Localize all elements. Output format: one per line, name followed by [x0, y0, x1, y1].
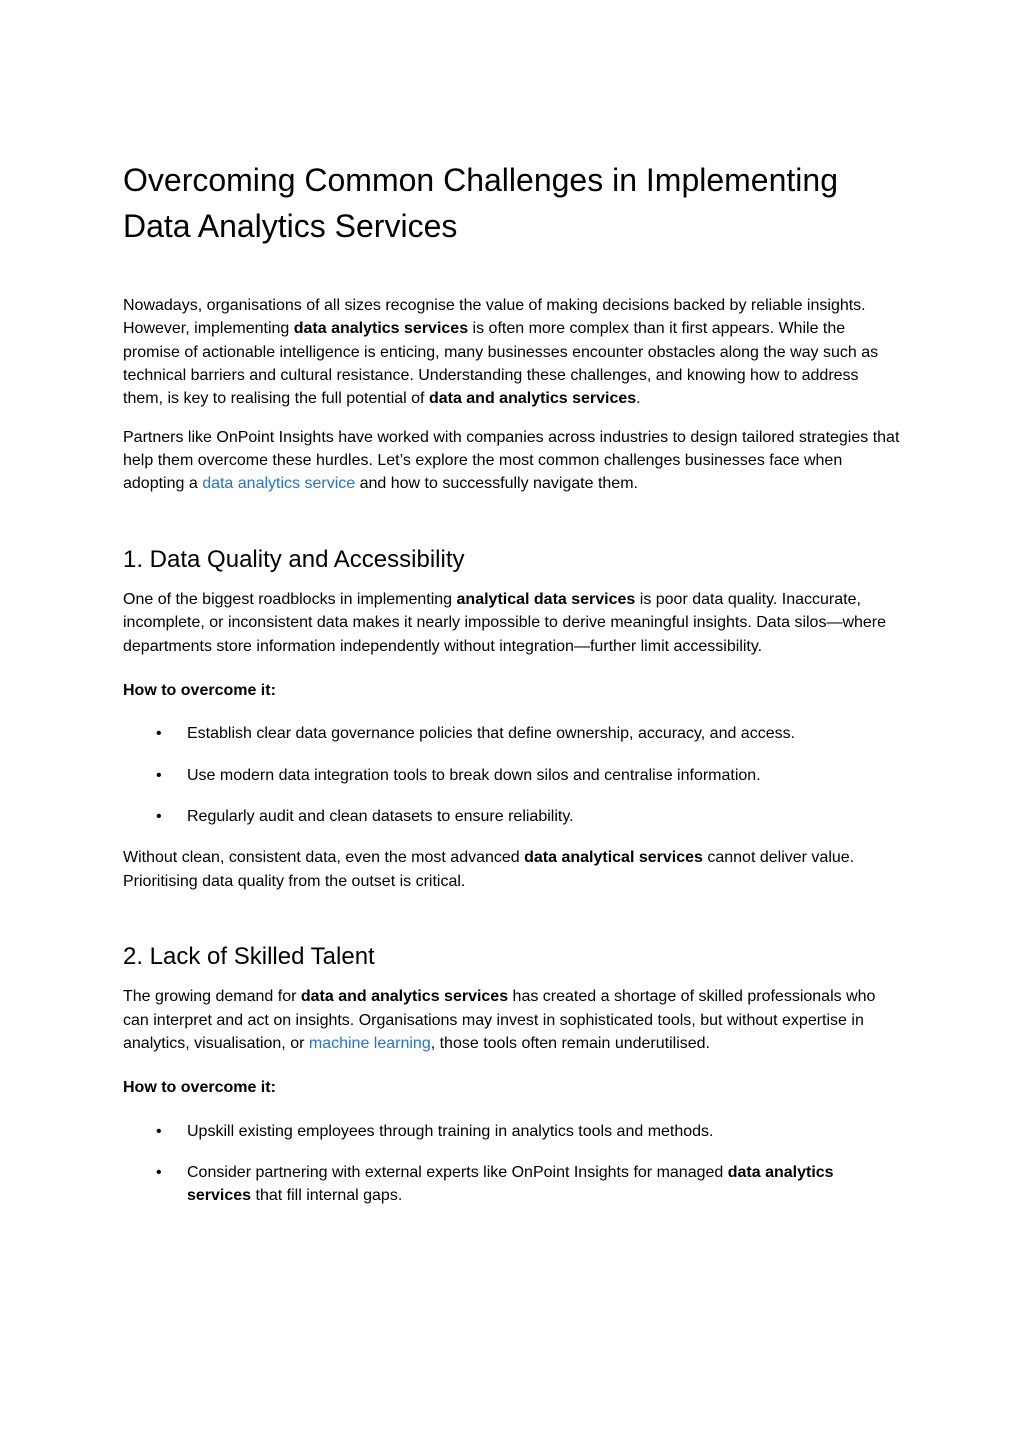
section-1-howto-label: How to overcome it:: [123, 681, 276, 699]
text-run: data analytics services: [293, 320, 469, 338]
text-run: Partners like OnPoint Insights have worked with companies across industries to design tailored strategies that help them overcome these hurdles. Let’s explore the most common challenges businesses face when adopting a: [123, 428, 900, 493]
text-run: Consider partnering with external experts like OnPoint Insights for managed: [187, 1164, 728, 1182]
document-title: Overcoming Common Challenges in Implementing Data Analytics Services: [123, 162, 838, 245]
text-run: cannot deliver value. Prioritising data quality from the outset is critical.: [123, 849, 855, 890]
section-2-bullet-list: [123, 1120, 900, 1208]
text-run: Establish clear data governance policies that define ownership, accuracy, and access.: [187, 725, 796, 743]
text-run: The growing demand for: [123, 988, 301, 1006]
text-run: that fill internal gaps.: [251, 1187, 403, 1205]
section-1-bullet-list: [123, 722, 900, 828]
machine-learning-link[interactable]: machine learning: [308, 1034, 431, 1052]
text-run: analytical data services: [456, 590, 636, 608]
list-item: [123, 764, 900, 787]
section-1-body: [123, 588, 900, 658]
section-2-howto-label: How to overcome it:: [123, 1079, 276, 1097]
section-2-heading: 2. Lack of Skilled Talent: [123, 943, 375, 971]
section-1-heading: 1. Data Quality and Accessibility: [123, 545, 465, 573]
data-analytics-service-link[interactable]: data analytics service: [202, 475, 356, 493]
intro-paragraph-2: [123, 426, 900, 496]
text-run: .: [636, 390, 641, 408]
text-run: data and analytics services: [428, 390, 637, 408]
list-item: [123, 1120, 900, 1143]
list-item: [123, 722, 900, 745]
text-run: Use modern data integration tools to break down silos and centralise information.: [187, 766, 761, 784]
text-run: data analytical services: [524, 849, 703, 867]
list-item: [123, 805, 900, 828]
text-run: data and analytics services: [300, 988, 509, 1006]
text-run: has created a shortage of skilled professionals who can interpret and act on insights. Organisations may invest in sophisticated tools, but without expertise in analytics, visualisation, or: [123, 988, 876, 1052]
text-run: data analytics services: [187, 1164, 834, 1205]
text-run: One of the biggest roadblocks in implementing: [123, 590, 457, 608]
text-run: and how to successfully navigate them.: [355, 475, 638, 493]
text-run: is poor data quality. Inaccurate, incomplete, or inconsistent data makes it nearly impossible to derive meaningful insights. Data silos—where departments store information independently without integration—further limit accessibility.: [123, 590, 887, 655]
text-run: Regularly audit and clean datasets to ensure reliability.: [187, 808, 574, 825]
text-run: Upskill existing employees through training in analytics tools and methods.: [187, 1122, 714, 1140]
text-run: Without clean, consistent data, even the most advanced: [123, 849, 525, 867]
list-item: [123, 1161, 900, 1208]
intro-paragraph-1: [123, 294, 900, 411]
text-run: , those tools often remain underutilised.: [430, 1034, 710, 1052]
section-1-outro: [123, 846, 900, 893]
section-2-body: [123, 985, 900, 1055]
text-run: is often more complex than it first appears. While the promise of actionable intelligence is enticing, many businesses encounter obstacles along the way such as technical barriers and cultural resistance. Understanding these challenges, and knowing how to address them, is key to realising the full potential of: [123, 320, 879, 408]
text-run: Nowadays, organisations of all sizes recognise the value of making decisions backed by reliable insights. However, implementing: [123, 296, 866, 338]
